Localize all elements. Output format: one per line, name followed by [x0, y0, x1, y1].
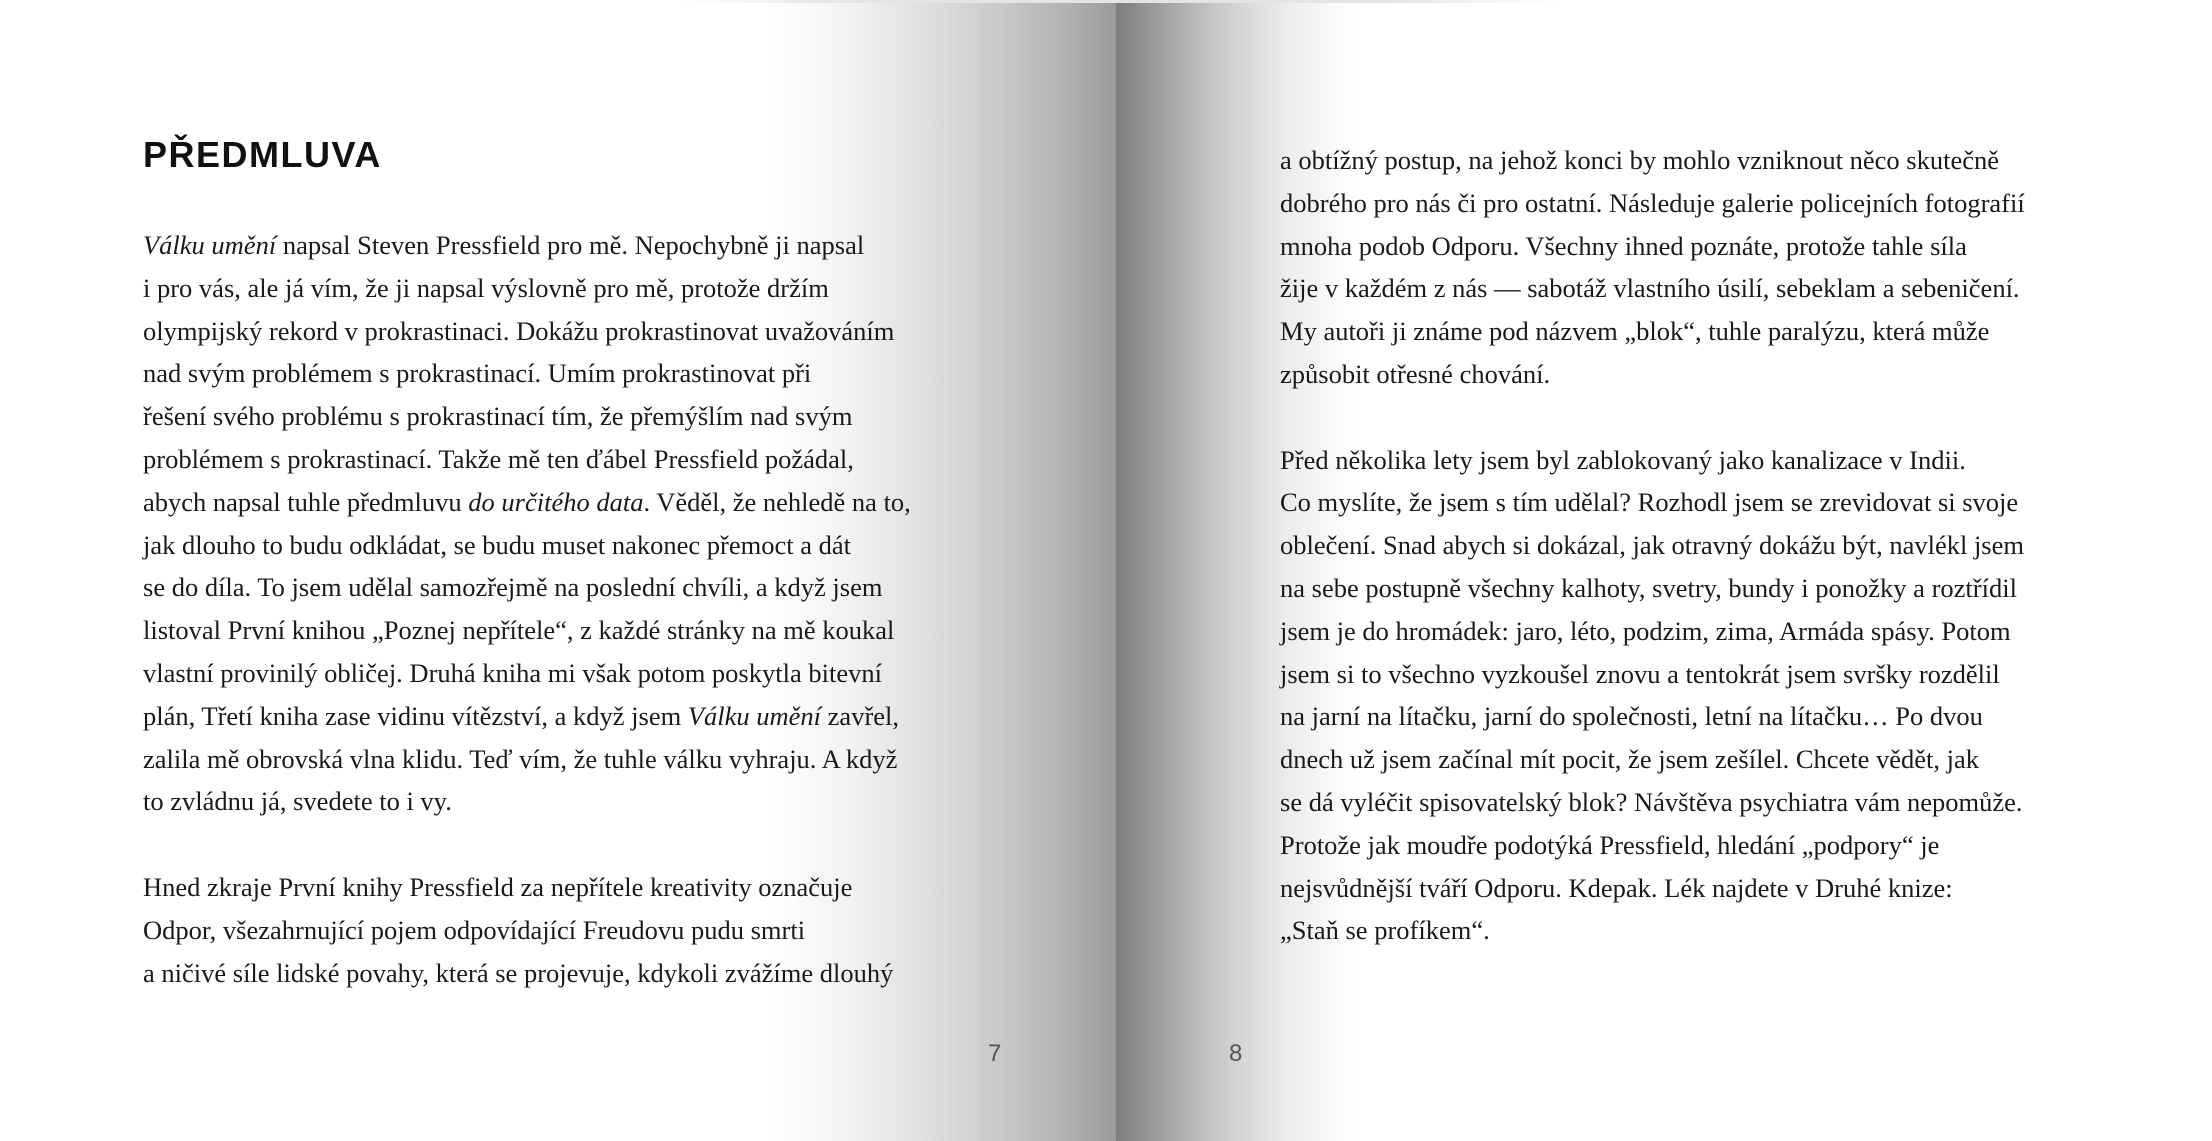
text-segment: na sebe postupně všechny kalhoty, svetry, bundy i ponožky a roztřídil: [1280, 572, 2017, 603]
text-line: [1280, 738, 2025, 781]
text-line: [1280, 439, 2025, 482]
text-line: [1280, 353, 2025, 396]
paragraph-gap: [1280, 396, 2025, 439]
text-segment: Před několika lety jsem byl zablokovaný jako kanalizace v Indii.: [1280, 444, 1966, 475]
text-segment: nejsvůdnější tváří Odporu. Kdepak. Lék najdete v Druhé knize:: [1280, 872, 1953, 903]
text-line: [1280, 909, 2025, 952]
text-segment: My autoři ji známe pod názvem „blok“, tuhle paralýzu, která může: [1280, 316, 1990, 347]
text-segment: a ničivé síle lidské povahy, která se projevuje, kdykoli zvážíme dlouhý: [143, 957, 894, 988]
text-segment: plán, Třetí kniha zase vidinu vítězství, a když jsem: [143, 700, 688, 731]
text-segment: na jarní na lítačku, jarní do společnosti, letní na lítačku… Po dvou: [1280, 701, 1983, 732]
text-line: [143, 310, 911, 353]
text-line: [1280, 867, 2025, 910]
text-line: [1280, 267, 2025, 310]
text-line: [143, 224, 911, 267]
paragraph: [143, 224, 911, 823]
text-segment: zalila mě obrovská vlna klidu. Teď vím, že tuhle válku vyhraju. A když: [143, 743, 898, 774]
text-line: [143, 909, 911, 952]
text-segment: nad svým problémem s prokrastinací. Umím prokrastinovat při: [143, 358, 812, 389]
paragraph-gap: [143, 823, 911, 866]
text-segment: olympijský rekord v prokrastinaci. Dokážu prokrastinovat uvažováním: [143, 315, 895, 346]
text-line: [143, 952, 911, 995]
text-segment: se do díla. To jsem udělal samozřejmě na poslední chvíli, a když jsem: [143, 572, 883, 603]
chapter-heading: PŘEDMLUVA: [143, 134, 382, 175]
text-line: [1280, 310, 2025, 353]
text-segment: dobrého pro nás či pro ostatní. Následuje galerie policejních fotografií: [1280, 187, 2025, 218]
paragraph: [1280, 439, 2025, 953]
text-line: [1280, 824, 2025, 867]
text-segment: mnoha podob Odporu. Všechny ihned poznáte, protože tahle síla: [1280, 230, 1967, 261]
text-line: [143, 652, 911, 695]
italic-text: Válku umění: [687, 700, 822, 731]
text-line: [143, 866, 911, 909]
text-line: [143, 524, 911, 567]
text-segment: abych napsal tuhle předmluvu: [143, 486, 469, 517]
page-number-left: 7: [988, 1040, 1002, 1067]
paragraph: [1280, 139, 2025, 396]
text-line: [1280, 653, 2025, 696]
text-line: [1280, 182, 2025, 225]
text-line: [1280, 567, 2025, 610]
text-segment: Hned zkraje První knihy Pressfield za nepřítele kreativity označuje: [143, 871, 853, 902]
text-segment: Co myslíte, že jsem s tím udělal? Rozhodl jsem se zrevidovat si svoje: [1280, 487, 2019, 518]
italic-text: do určitého data: [468, 486, 644, 517]
page-top-edge: [680, 0, 1560, 3]
text-segment: to zvládnu já, svedete to i vy.: [143, 786, 452, 817]
text-segment: Odpor, všezahrnující pojem odpovídající Freudovu pudu smrti: [143, 914, 806, 945]
text-line: [143, 352, 911, 395]
text-segment: zavřel,: [821, 700, 900, 731]
text-line: [143, 395, 911, 438]
text-segment: jsem je do hromádek: jaro, léto, podzim, zima, Armáda spásy. Potom: [1280, 615, 2011, 646]
text-line: [1280, 481, 2025, 524]
text-segment: dnech už jsem začínal mít pocit, že jsem zešílel. Chcete vědět, jak: [1280, 744, 1980, 775]
text-line: [143, 609, 911, 652]
text-line: [1280, 695, 2025, 738]
text-line: [143, 738, 911, 781]
left-page-text: [143, 224, 911, 994]
text-segment: žije v každém z nás — sabotáž vlastního úsilí, sebeklam a sebeničení.: [1280, 273, 2020, 304]
text-segment: problémem s prokrastinací. Takže mě ten ďábel Pressfield požádal,: [143, 443, 854, 474]
text-line: [143, 267, 911, 310]
text-segment: . Věděl, že nehledě na to,: [643, 486, 911, 517]
text-line: [1280, 781, 2025, 824]
text-line: [143, 780, 911, 823]
right-page-text: [1280, 139, 2025, 952]
text-line: [143, 438, 911, 481]
text-segment: jak dlouho to budu odkládat, se budu muset nakonec přemoct a dát: [143, 529, 851, 560]
text-segment: se dá vyléčit spisovatelský blok? Návštěva psychiatra vám nepomůže.: [1280, 786, 2023, 817]
page-number-right: 8: [1229, 1040, 1243, 1067]
text-segment: způsobit otřesné chování.: [1280, 358, 1551, 389]
text-line: [1280, 610, 2025, 653]
text-segment: vlastní provinilý obličej. Druhá kniha mi však potom poskytla bitevní: [143, 657, 882, 688]
text-line: [143, 566, 911, 609]
text-segment: napsal Steven Pressfield pro mě. Nepochybně ji napsal: [276, 230, 865, 260]
text-segment: jsem si to všechno vyzkoušel znovu a tentokrát jsem svršky rozdělil: [1280, 658, 2000, 689]
text-segment: listoval První knihou „Poznej nepřítele“, z každé stránky na mě koukal: [143, 615, 895, 646]
text-segment: řešení svého problému s prokrastinací tím, že přemýšlím nad svým: [143, 401, 853, 432]
paragraph: [143, 866, 911, 994]
text-line: [143, 695, 911, 738]
text-segment: „Staň se profíkem“.: [1280, 915, 1490, 946]
text-line: [143, 481, 911, 524]
text-line: [1280, 524, 2025, 567]
text-segment: Protože jak moudře podotýká Pressfield, hledání „podpory“ je: [1280, 829, 1940, 860]
text-segment: a obtížný postup, na jehož konci by mohlo vzniknout něco skutečně: [1280, 145, 2000, 175]
text-line: [1280, 225, 2025, 268]
text-segment: i pro vás, ale já vím, že ji napsal výslovně pro mě, protože držím: [143, 272, 829, 303]
text-segment: oblečení. Snad abych si dokázal, jak otravný dokážu být, navlékl jsem: [1280, 530, 2024, 561]
italic-text: Válku umění: [143, 230, 277, 260]
text-line: [1280, 139, 2025, 182]
